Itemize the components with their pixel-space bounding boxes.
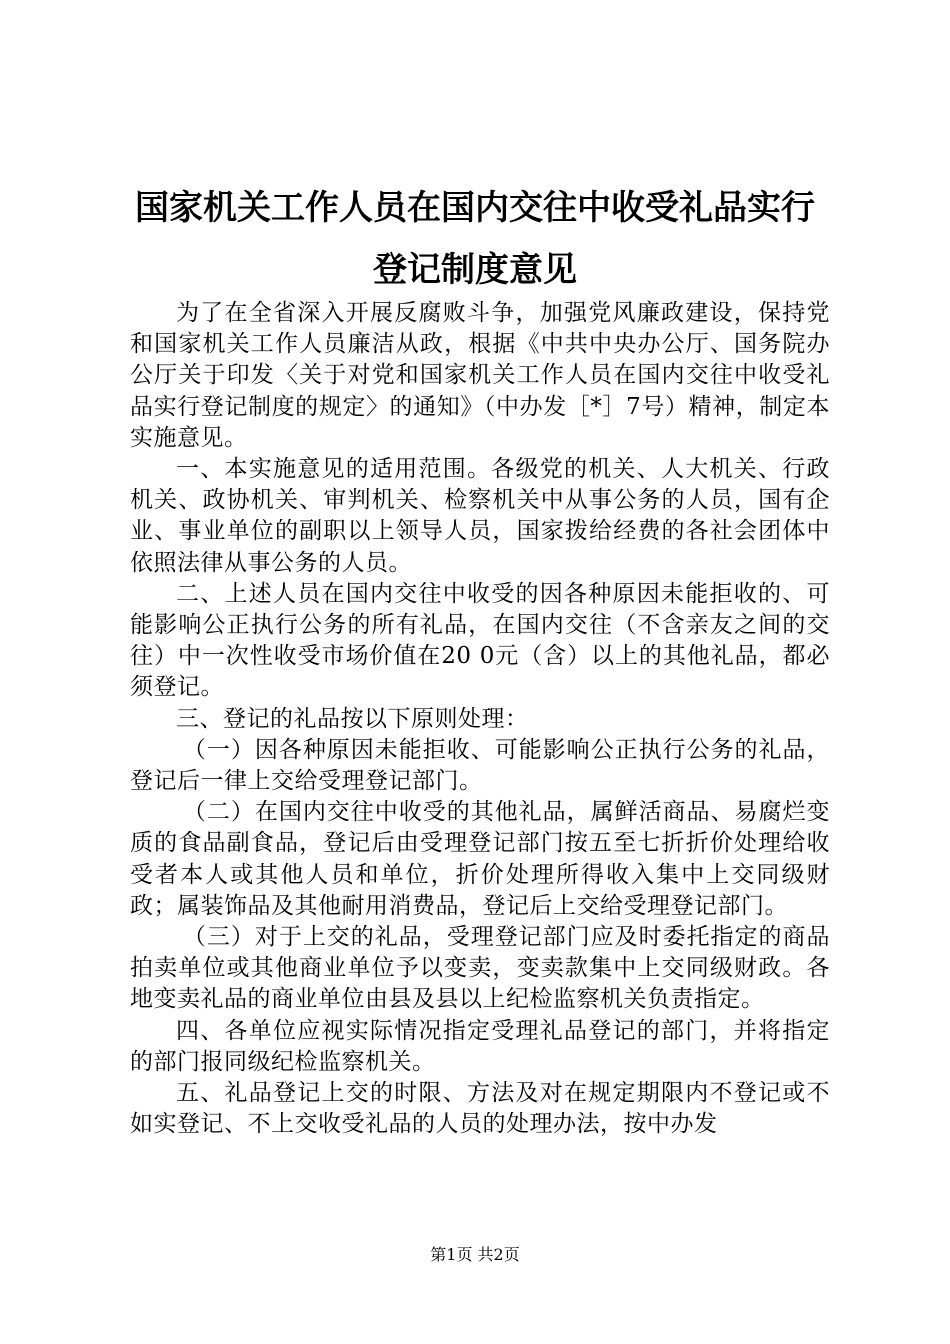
paragraph-intro: 为了在全省深入开展反腐败斗争，加强党风廉政建设，保持党和国家机关工作人员廉洁从政，根据《中共中央办公厅、国务院办公厅关于印发〈关于对党和国家机关工作人员在国内交往中收受礼品实行登记制度的规定〉的通知》（中办发［*］7号）精神，制定本实施意见。 <box>130 300 830 451</box>
page-footer: 第1页 共2页 <box>430 1245 520 1264</box>
document-title-line-1: 国家机关工作人员在国内交往中收受礼品实行 <box>135 188 815 228</box>
document-title-line-2: 登记制度意见 <box>373 250 577 290</box>
paragraph-section-2: 二、上述人员在国内交往中收受的因各种原因未能拒收的、可能影响公正执行公务的所有礼品，在国内交往（不含亲友之间的交往）中一次性收受市场价值在20 0元（含）以上的其他礼品，都必须登记。 <box>130 580 830 701</box>
document-body <box>130 298 830 1140</box>
paragraph-section-1: 一、本实施意见的适用范围。各级党的机关、人大机关、行政机关、政协机关、审判机关、检察机关中从事公务的人员，国有企业、事业单位的副职以上领导人员，国家拨给经费的各社会团体中依照法律从事公务的人员。 <box>130 456 830 576</box>
paragraph-item-2: （二）在国内交往中收受的其他礼品，属鲜活商品、易腐烂变质的食品副食品，登记后由受理登记部门按五至七折折价处理给收受者本人或其他人员和单位，折价处理所得收入集中上交同级财政；属装饰品及其他耐用消费品，登记后上交给受理登记部门。 <box>130 799 830 919</box>
paragraph-item-3: （三）对于上交的礼品，受理登记部门应及时委托指定的商品拍卖单位或其他商业单位予以变卖，变卖款集中上交同级财政。各地变卖礼品的商业单位由县及县以上纪检监察机关负责指定。 <box>130 924 830 1013</box>
paragraph-item-1: （一）因各种原因未能拒收、可能影响公正执行公务的礼品，登记后一律上交给受理登记部门。 <box>130 736 830 795</box>
paragraph-section-5: 五、礼品登记上交的时限、方法及对在规定期限内不登记或不如实登记、不上交收受礼品的人员的处理办法，按中办发 <box>130 1080 830 1138</box>
paragraph-section-4: 四、各单位应视实际情况指定受理礼品登记的部门，并将指定的部门报同级纪检监察机关。 <box>130 1017 830 1075</box>
paragraph-section-3: 三、登记的礼品按以下原则处理： <box>176 705 529 732</box>
